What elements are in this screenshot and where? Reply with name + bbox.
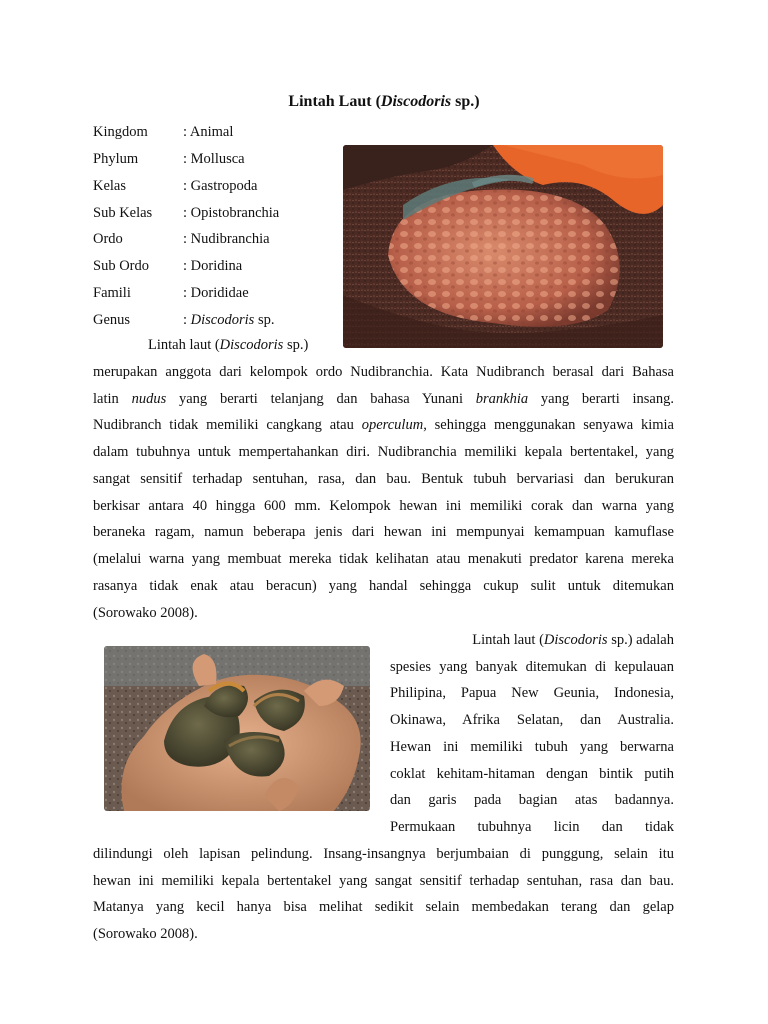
paragraph-1-line: (Sorowako 2008). xyxy=(93,605,198,621)
paragraph-2-line: Philipina, Papua New Geunia, Indonesia, xyxy=(390,685,674,701)
document-page: Lintah Laut (Discodoris sp.) Kingdom : Animal Phylum : Mollusca Kelas : Gastropoda Sub Kelas : Opistobranchia Ordo : Nudibranchia Sub Ordo : Doridina Famili : Dorididae Genus : Discodoris sp. Lintah laut (Discodoris sp.) merupakan anggota dari kelompok ordo Nudibranchia. Kata Nudibranch berasal dari Bahasa latin nudus yang berarti telanjang dan bahasa Yunani brankhia yang berarti insang. Nudibranch tidak memiliki cangkang atau operculum, sehingga menggunakan senyawa kimia dalam tubuhnya untuk mempertahankan diri. Nudibranchia memiliki kepala bertentakel, yang sangat sensitif terhadap sentuhan, rasa, dan bau. Bentuk tubuh bervariasi dan berukuran berkisar antara 40 hingga 600 mm. Kelompok hewan ini memiliki corak dan warna yang beraneka ragam, namun beberapa jenis dari hewan ini mempunyai kemampuan kamuflase (melalui warna yang membuat mereka tidak kelihatan atau menakuti predator karena mereka rasanya tidak enak atau beracun) yang handal sehingga cukup sulit untuk ditemukan (Sorowako 2008). Lintah laut (Discodoris sp.) adalah spesies yang banyak ditemukan di kepulauan Philipina, Papua New Geunia, Indonesia, Okinawa, Afrika Selatan, dan Australia. Hewan ini memiliki tubuh yang berwarna coklat kehitam-hitaman dengan bintik putih dan garis pada bagian atas badannya. Permukaan tubuhnya licin dan tidak dilindungi oleh lapisan pelindung. Insang-insangnya berjumbaian di punggung, selain itu hewan ini memiliki kepala bertentakel yang sangat sensitif terhadap sentuhan, rasa dan bau. Matanya yang kecil hanya bisa melihat sedikit selain membedakan terang dan gelap (Sorowako 2008). xyxy=(0,0,768,1024)
paragraph-2-line: Permukaan tubuhnya licin dan tidak xyxy=(390,819,674,835)
sea-slug-photo xyxy=(343,145,663,348)
paragraph-2-line: Hewan ini memiliki tubuh yang berwarna xyxy=(390,739,674,755)
paragraph-1-line: dalam tubuhnya untuk mempertahankan diri. Nudibranchia memiliki kepala bertentakel, yang xyxy=(93,444,674,460)
hand-holding-slugs-illustration xyxy=(104,646,370,811)
paragraph-1-line: latin nudus yang berarti telanjang dan bahasa Yunani brankhia yang berarti insang. xyxy=(93,391,674,407)
page-title: Lintah Laut (Discodoris sp.) xyxy=(288,93,480,110)
paragraph-1-line: beraneka ragam, namun beberapa jenis dari hewan ini mempunyai kemampuan kamuflase xyxy=(93,524,674,540)
paragraph-1-line: sangat sensitif terhadap sentuhan, rasa, dan bau. Bentuk tubuh bervariasi dan berukuran xyxy=(93,471,674,487)
paragraph-2-line: (Sorowako 2008). xyxy=(93,926,198,942)
paragraph-1-line: (melalui warna yang membuat mereka tidak kelihatan atau menakuti predator karena mereka xyxy=(93,551,674,567)
paragraph-1-line: Nudibranch tidak memiliki cangkang atau operculum, sehingga menggunakan senyawa kimia xyxy=(93,417,674,433)
paragraph-1-line: merupakan anggota dari kelompok ordo Nudibranchia. Kata Nudibranch berasal dari Bahasa xyxy=(93,364,674,380)
paragraph-2-line: Lintah laut (Discodoris sp.) adalah xyxy=(472,632,674,648)
paragraph-2-line: hewan ini memiliki kepala bertentakel yang sangat sensitif terhadap sentuhan, rasa dan bau. xyxy=(93,873,674,889)
hand-holding-slugs-photo xyxy=(104,646,370,811)
paragraph-2-line: dan garis pada bagian atas badannya. xyxy=(390,792,674,808)
paragraph-1-line: rasanya tidak enak atau beracun) yang handal sehingga cukup sulit untuk ditemukan xyxy=(93,578,674,594)
paragraph-2-line: dilindungi oleh lapisan pelindung. Insang-insangnya berjumbaian di punggung, selain itu xyxy=(93,846,674,862)
paragraph-2-line: spesies yang banyak ditemukan di kepulauan xyxy=(390,659,674,675)
paragraph-2-line: coklat kehitam-hitaman dengan bintik putih xyxy=(390,766,674,782)
paragraph-2-line: Okinawa, Afrika Selatan, dan Australia. xyxy=(390,712,674,728)
paragraph-1-line: berkisar antara 40 hingga 600 mm. Kelompok hewan ini memiliki corak dan warna yang xyxy=(93,498,674,514)
paragraph-2-line: Matanya yang kecil hanya bisa melihat sedikit selain membedakan terang dan gelap xyxy=(93,899,674,915)
paragraph-1-line: Lintah laut (Discodoris sp.) xyxy=(148,337,309,353)
sea-slug-illustration xyxy=(343,145,663,348)
